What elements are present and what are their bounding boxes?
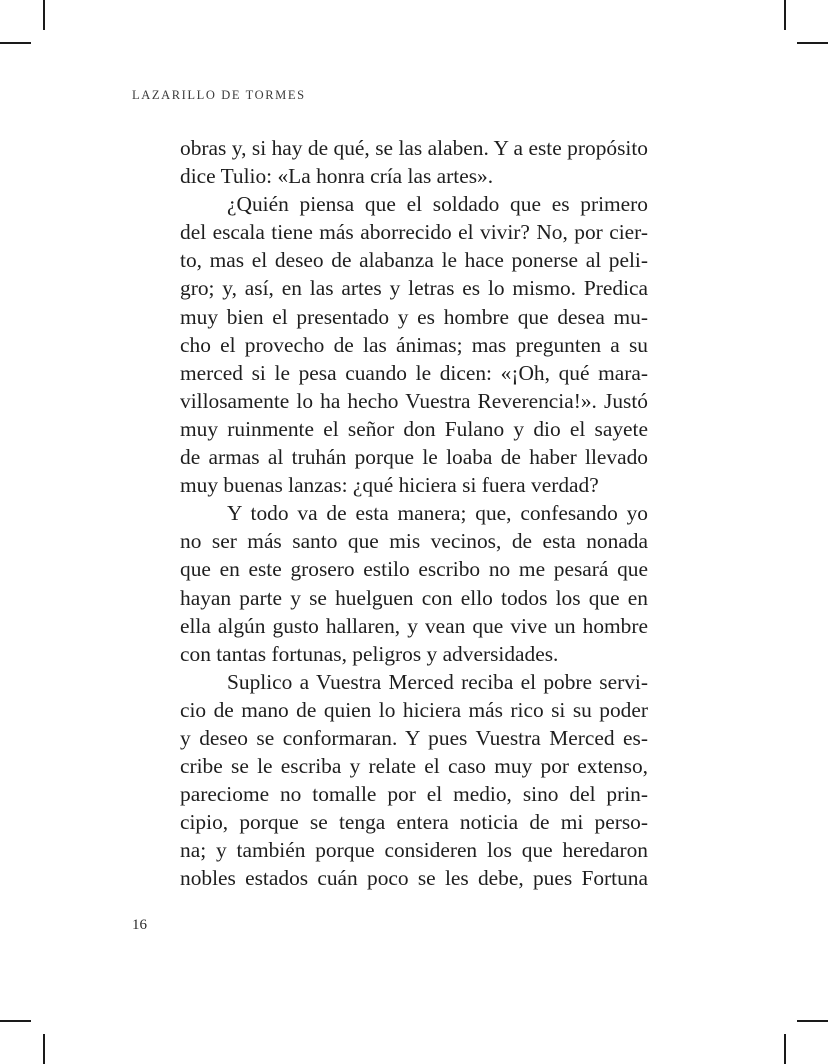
text-line: no ser más santo que mis vecinos, de esta nonada (180, 529, 648, 554)
crop-mark-bottom-left-vertical (43, 1034, 45, 1064)
body-text (180, 134, 648, 893)
text-line: Suplico a Vuestra Merced reciba el pobre servi- (227, 669, 648, 694)
crop-mark-bottom-left-horizontal (0, 1020, 31, 1022)
crop-mark-top-left-vertical (43, 0, 45, 30)
text-line: obras y, si hay de qué, se las alaben. Y a este propósito (180, 136, 648, 160)
text-line: cho el provecho de las ánimas; mas pregunten a su (180, 332, 648, 357)
text-line: ¿Quién piensa que el soldado que es primero (227, 192, 648, 217)
text-line: del escala tiene más aborrecido el vivir? No, por cier- (180, 220, 648, 245)
text-line: ella algún gusto hallaren, y vean que vive un hombre (180, 613, 648, 638)
page-number: 16 (132, 917, 147, 933)
text-line: cipio, porque se tenga entera noticia de mi perso- (180, 810, 648, 835)
text-line: gro; y, así, en las artes y letras es lo mismo. Predica (180, 276, 648, 301)
crop-mark-bottom-right-horizontal (797, 1020, 828, 1022)
text-line: y deseo se conformaran. Y pues Vuestra Merced es- (180, 725, 648, 750)
text-line: cio de mano de quien lo hiciera más rico si su poder (180, 697, 648, 722)
text-line: nobles estados cuán poco se les debe, pues Fortuna (180, 866, 648, 891)
text-line: que en este grosero estilo escribo no me pesará que (180, 557, 648, 582)
crop-mark-top-right-vertical (784, 0, 786, 30)
text-line: merced si le pesa cuando le dicen: «¡Oh, qué mara- (180, 360, 648, 385)
text-line: muy bien el presentado y es hombre que desea mu- (180, 304, 648, 329)
text-line: na; y también porque consideren los que heredaron (180, 838, 648, 863)
text-line: pareciome no tomalle por el medio, sino del prin- (180, 782, 648, 807)
text-line: villosamente lo ha hecho Vuestra Reverencia!». Justó (180, 388, 648, 413)
text-line: to, mas el deseo de alabanza le hace ponerse al peli- (180, 248, 648, 273)
crop-mark-top-right-horizontal (797, 42, 828, 44)
text-line: muy ruinmente el señor don Fulano y dio el sayete (180, 416, 648, 441)
text-line: dice Tulio: «La honra cría las artes». (180, 164, 494, 189)
crop-mark-bottom-right-vertical (784, 1034, 786, 1064)
text-line: hayan parte y se huelguen con ello todos los que en (180, 585, 648, 610)
text-line: con tantas fortunas, peligros y adversidades. (180, 641, 559, 666)
text-line: muy buenas lanzas: ¿qué hiciera si fuera verdad? (180, 473, 599, 498)
text-line: de armas al truhán porque le loaba de haber llevado (180, 445, 648, 470)
text-line: Y todo va de esta manera; que, confesando yo (227, 501, 648, 526)
crop-mark-top-left-horizontal (0, 42, 31, 44)
running-head: LAZARILLO DE TORMES (132, 88, 306, 102)
text-line: cribe se le escriba y relate el caso muy por extenso, (180, 754, 648, 779)
